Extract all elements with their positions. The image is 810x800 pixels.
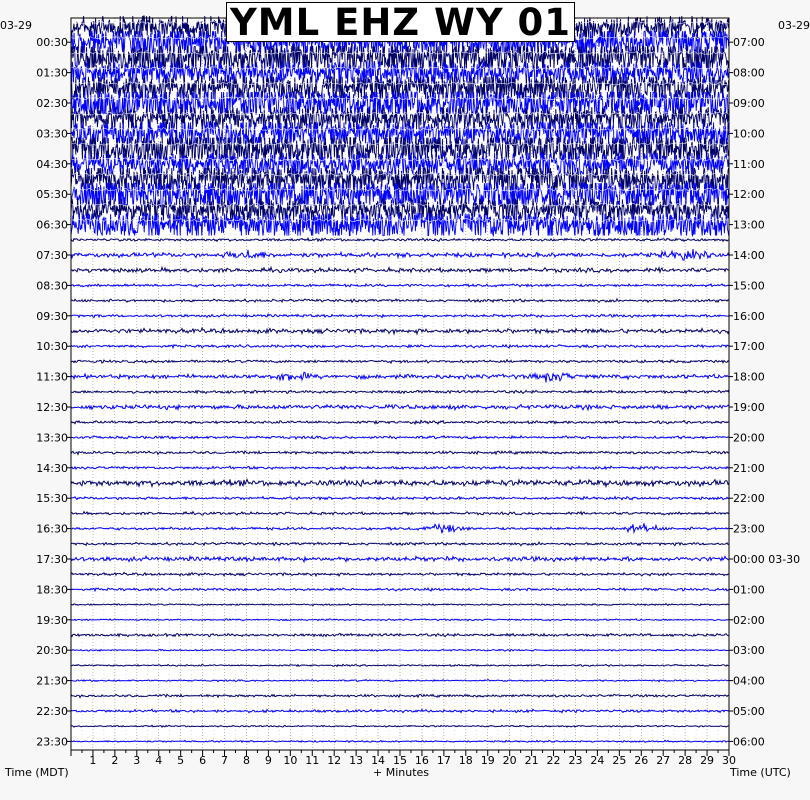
- x-tick-label: 15: [393, 754, 407, 767]
- x-tick-label: 2: [111, 754, 119, 767]
- left-time-label: 07:30: [36, 249, 68, 262]
- x-tick-label: 1: [89, 754, 97, 767]
- chart-title: YML EHZ WY 01: [226, 2, 575, 42]
- right-time-label: 14:00: [733, 249, 765, 262]
- left-time-label: 00:30: [36, 36, 68, 50]
- right-time-label: 17:00: [733, 340, 765, 354]
- x-tick-label: 20: [502, 754, 517, 767]
- left-time-label: 09:30: [36, 309, 68, 323]
- left-time-label: 21:30: [36, 674, 68, 688]
- right-time-label: 22:00: [733, 492, 765, 506]
- x-tick-label: 26: [634, 754, 649, 767]
- x-tick-label: 12: [327, 754, 342, 767]
- right-time-label: 19:00: [733, 401, 765, 414]
- right-time-label: 07:00: [733, 36, 765, 50]
- left-time-label: 04:30: [36, 157, 68, 171]
- x-tick-label: 3: [133, 754, 141, 767]
- x-tick-label: 23: [568, 754, 583, 767]
- right-time-label: 02:00: [733, 613, 765, 627]
- right-time-label: 15:00: [733, 279, 765, 293]
- x-tick-label: 30: [722, 754, 736, 767]
- x-tick-label: 4: [155, 754, 163, 767]
- x-tick-label: 10: [283, 754, 298, 767]
- left-time-label: 02:30: [36, 97, 68, 110]
- right-time-label: 13:00: [733, 218, 765, 232]
- x-tick-label: 19: [480, 754, 495, 767]
- right-time-label: 18:00: [733, 370, 765, 384]
- right-time-label: 05:00: [733, 705, 765, 718]
- right-time-label: 11:00: [733, 157, 765, 171]
- right-time-label: 04:00: [733, 674, 765, 688]
- left-time-label: 03:30: [36, 127, 68, 141]
- x-tick-label: 13: [349, 754, 364, 767]
- right-time-label: 00:00 03-30: [733, 553, 801, 566]
- x-tick-label: 24: [590, 754, 605, 767]
- left-time-label: 23:30: [36, 735, 68, 749]
- left-time-label: 22:30: [36, 705, 68, 718]
- right-time-label: 09:00: [733, 97, 765, 110]
- left-time-label: 14:30: [36, 461, 68, 475]
- right-time-label: 16:00: [733, 309, 765, 323]
- x-tick-label: 8: [242, 754, 250, 767]
- left-time-label: 19:30: [36, 613, 68, 627]
- right-time-label: 20:00: [733, 431, 765, 445]
- x-tick-label: 29: [700, 754, 715, 767]
- left-time-label: 18:30: [36, 583, 68, 597]
- start-date-label-right: 03-29: [778, 19, 810, 32]
- left-time-label: 01:30: [36, 66, 68, 80]
- right-axis-label: Time (UTC): [730, 766, 791, 779]
- x-tick-label: 21: [524, 754, 539, 767]
- x-tick-label: 11: [305, 754, 320, 767]
- left-time-label: 10:30: [36, 340, 68, 354]
- x-tick-label: 16: [414, 754, 429, 767]
- left-time-label: 17:30: [36, 553, 68, 566]
- right-time-label: 08:00: [733, 66, 765, 80]
- right-time-label: 01:00: [733, 583, 765, 597]
- right-time-label: 23:00: [733, 522, 765, 536]
- left-time-label: 15:30: [36, 492, 68, 506]
- right-time-label: 03:00: [733, 644, 765, 658]
- left-axis-label: Time (MDT): [5, 766, 69, 779]
- left-time-label: 20:30: [36, 644, 68, 658]
- x-tick-label: 14: [371, 754, 386, 767]
- left-time-label: 05:30: [36, 188, 68, 202]
- x-axis-label: + Minutes: [373, 766, 430, 779]
- left-time-label: 13:30: [36, 431, 68, 445]
- x-tick-label: 5: [177, 754, 185, 767]
- x-tick-label: 27: [656, 754, 671, 767]
- x-tick-label: 18: [458, 754, 473, 767]
- x-tick-label: 9: [264, 754, 272, 767]
- right-time-label: 21:00: [733, 461, 765, 475]
- left-time-label: 08:30: [36, 279, 68, 293]
- x-tick-label: 17: [436, 754, 451, 767]
- left-time-label: 12:30: [36, 401, 68, 414]
- x-tick-label: 6: [199, 754, 207, 767]
- start-date-label-left: 03-29: [0, 19, 32, 32]
- x-tick-label: 28: [678, 754, 693, 767]
- left-time-label: 11:30: [36, 370, 68, 384]
- left-time-label: 06:30: [36, 218, 68, 232]
- right-time-label: 12:00: [733, 188, 765, 202]
- left-time-label: 16:30: [36, 522, 68, 536]
- x-tick-label: 22: [546, 754, 561, 767]
- x-tick-label: 7: [221, 754, 229, 767]
- x-tick-label: 25: [612, 754, 627, 767]
- right-time-label: 10:00: [733, 127, 765, 141]
- right-time-label: 06:00: [733, 735, 765, 749]
